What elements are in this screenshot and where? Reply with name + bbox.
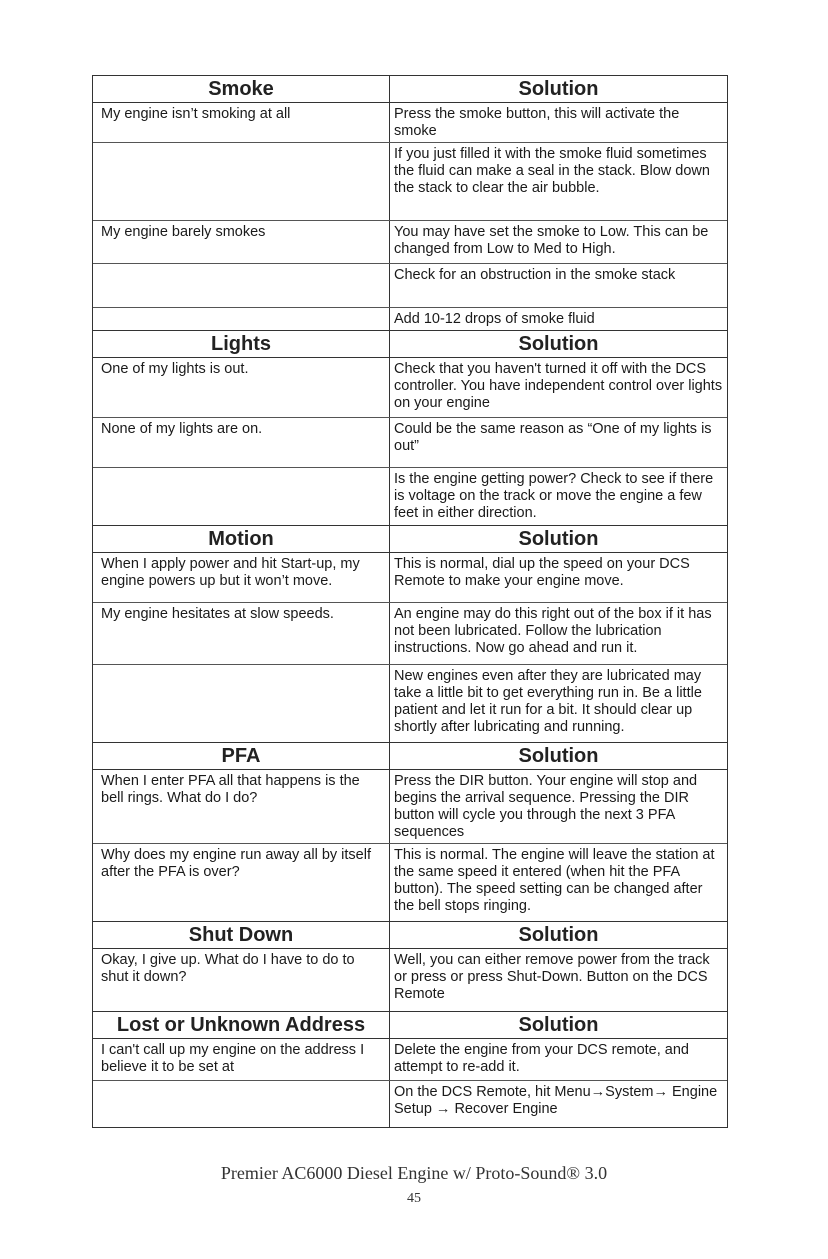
solution-cell: Press the smoke button, this will activate the smoke — [394, 106, 680, 139]
table-row — [93, 418, 727, 468]
solution-cell: Check that you haven't turned it off with the DCS controller. You have independent control over lights on your engine — [394, 361, 723, 411]
problem-cell: One of my lights is out. — [93, 358, 390, 417]
topic-heading: Motion — [93, 526, 390, 552]
topic-heading: PFA — [93, 743, 390, 769]
section-lights — [93, 331, 727, 526]
section-header — [93, 76, 727, 103]
footer-title: Premier AC6000 Diesel Engine w/ Proto-Sound® 3.0 — [220, 1163, 608, 1183]
problem-cell: When I apply power and hit Start-up, my engine powers up but it won’t move. — [93, 553, 390, 602]
solution-cell: Delete the engine from your DCS remote, and attempt to re-add it. — [394, 1042, 689, 1075]
table-row — [93, 358, 727, 418]
problem-cell: My engine barely smokes — [93, 221, 390, 263]
section-header — [93, 526, 727, 553]
topic-heading: Smoke — [93, 76, 390, 102]
solution-cell: Add 10-12 drops of smoke fluid — [394, 311, 595, 327]
solution-heading: Solution — [518, 78, 599, 100]
solution-cell: If you just filled it with the smoke fluid sometimes the fluid can make a seal in the stack. Blow down the stack to clear the air bubble. — [394, 146, 710, 196]
solution-cell: You may have set the smoke to Low. This can be changed from Low to Med to High. — [394, 224, 709, 257]
table-row — [93, 1081, 727, 1127]
section-lost-or-unknown-address — [93, 1012, 727, 1127]
solution-cell: On the DCS Remote, hit Menu→System→ Engine Setup → Recover Engine — [394, 1084, 718, 1117]
solution-cell: New engines even after they are lubricated may take a little bit to get everything run in. Be a little patient and let it run for a bit. It should clear up shortly after lubricating and running. — [394, 668, 702, 735]
table-row — [93, 770, 727, 844]
section-header — [93, 922, 727, 949]
troubleshooting-table — [92, 75, 728, 1128]
section-header — [93, 331, 727, 358]
table-row — [93, 264, 727, 308]
problem-cell — [93, 264, 390, 307]
solution-heading: Solution — [518, 745, 599, 767]
problem-cell — [93, 308, 390, 330]
problem-cell: My engine isn’t smoking at all — [93, 103, 390, 142]
solution-cell: This is normal. The engine will leave the station at the same speed it entered (when hit the PFA button). The speed setting can be changed after the bell stops ringing. — [394, 847, 715, 914]
problem-cell — [93, 665, 390, 742]
problem-cell: I can't call up my engine on the address I believe it to be set at — [93, 1039, 390, 1080]
page-number: 45 — [407, 1191, 421, 1206]
topic-heading: Lost or Unknown Address — [93, 1012, 390, 1038]
table-row — [93, 221, 727, 264]
problem-cell: Why does my engine run away all by itself after the PFA is over? — [93, 844, 390, 921]
table-row — [93, 665, 727, 743]
topic-heading: Lights — [93, 331, 390, 357]
solution-cell: Well, you can either remove power from the track or press or press Shut-Down. Button on the DCS Remote — [394, 952, 710, 1002]
section-smoke — [93, 76, 727, 331]
table-row — [93, 949, 727, 1012]
solution-cell: This is normal, dial up the speed on your DCS Remote to make your engine move. — [394, 556, 690, 589]
problem-cell: None of my lights are on. — [93, 418, 390, 467]
solution-heading: Solution — [518, 924, 599, 946]
solution-cell: Is the engine getting power? Check to see if there is voltage on the track or move the engine a few feet in either direction. — [394, 471, 714, 521]
section-shut-down — [93, 922, 727, 1012]
table-row — [93, 603, 727, 665]
table-row — [93, 468, 727, 526]
problem-cell: When I enter PFA all that happens is the bell rings. What do I do? — [93, 770, 390, 843]
solution-cell: Press the DIR button. Your engine will stop and begins the arrival sequence. Pressing the DIR button will cycle you through the next 3 PFA sequences — [394, 773, 698, 840]
problem-cell: Okay, I give up. What do I have to do to shut it down? — [93, 949, 390, 1011]
table-row — [93, 103, 727, 143]
section-pfa — [93, 743, 727, 922]
table-row — [93, 1039, 727, 1081]
solution-cell: An engine may do this right out of the box if it has not been lubricated. Follow the lubrication instructions. Now go ahead and run it. — [394, 606, 712, 656]
solution-heading: Solution — [518, 1014, 599, 1036]
problem-cell: My engine hesitates at slow speeds. — [93, 603, 390, 664]
section-header — [93, 1012, 727, 1039]
solution-cell: Check for an obstruction in the smoke stack — [394, 267, 676, 283]
section-motion — [93, 526, 727, 743]
solution-heading: Solution — [518, 333, 599, 355]
table-row — [93, 143, 727, 221]
topic-heading: Shut Down — [93, 922, 390, 948]
solution-cell: Could be the same reason as “One of my lights is out” — [394, 421, 712, 454]
section-header — [93, 743, 727, 770]
problem-cell — [93, 468, 390, 525]
solution-heading: Solution — [518, 528, 599, 550]
problem-cell — [93, 143, 390, 220]
problem-cell — [93, 1081, 390, 1127]
table-row — [93, 553, 727, 603]
table-row — [93, 308, 727, 331]
table-row — [93, 844, 727, 922]
